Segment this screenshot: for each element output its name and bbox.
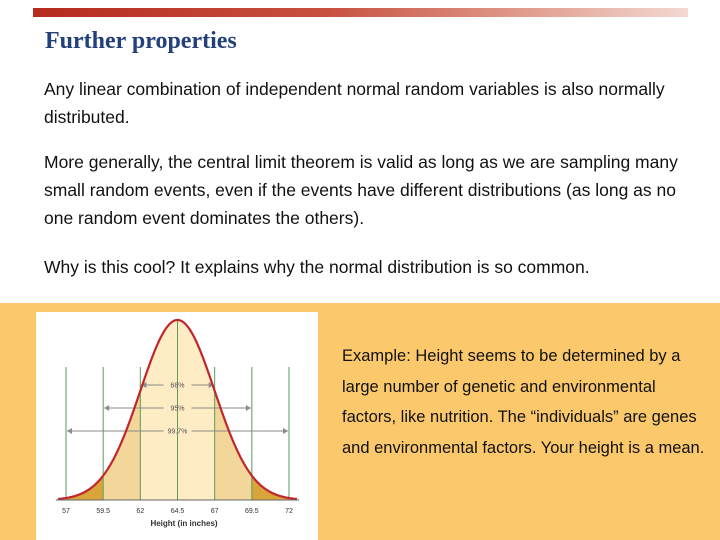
band-label: 95%: [170, 405, 185, 413]
tick-label: 72: [285, 508, 293, 515]
paragraph-linear-combination: Any linear combination of independent normal random variables is also normally distributed.: [44, 79, 665, 127]
paragraph-why-cool: Why is this cool? It explains why the normal distribution is so common.: [44, 257, 590, 277]
tick-label: 59.5: [96, 508, 110, 515]
arrow-head-right: [283, 428, 288, 434]
normal-distribution-figure: [36, 312, 318, 540]
example-text: Example: Height seems to be determined by a large number of genetic and environmental factors, like nutrition. The “individuals” are genes and environmental factors. Your height is a mean.: [342, 347, 705, 457]
x-axis-label: Height (in inches): [150, 519, 218, 528]
arrow-head-right: [246, 405, 251, 411]
normal-curve-chart: [36, 312, 318, 540]
arrow-head-left: [104, 405, 109, 411]
paragraph-central-limit-theorem: More generally, the central limit theorem is valid as long as we are sampling many small random events, even if the events have different distributions (as long as no one random event dominates the others).: [44, 152, 678, 228]
top-accent-bar: [33, 8, 688, 17]
tick-label: 64.5: [170, 508, 185, 515]
band-label: 99.7%: [167, 428, 188, 436]
slide-title: Further properties: [45, 28, 237, 54]
arrow-head-left: [67, 428, 72, 434]
tick-label: 69.5: [245, 508, 259, 515]
band-label: 68%: [170, 382, 185, 390]
tick-label: 57: [62, 508, 70, 515]
tick-label: 62: [136, 508, 145, 515]
tick-label: 67: [210, 508, 219, 515]
